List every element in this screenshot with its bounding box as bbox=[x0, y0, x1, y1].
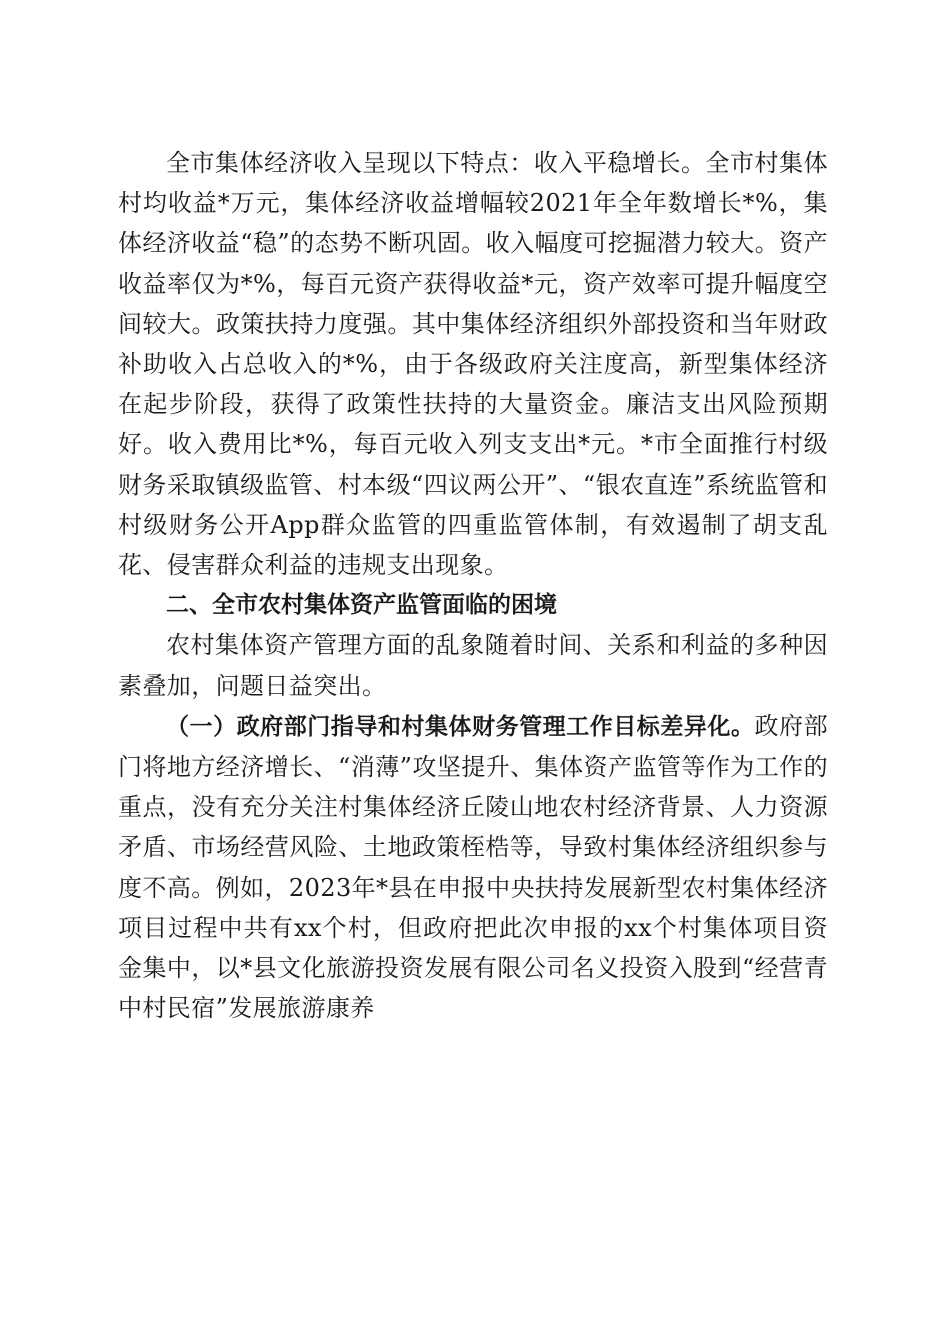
section-heading-difficulties: 二、全市农村集体资产监管面临的困境 bbox=[166, 592, 557, 619]
subsection-one-text: 政府部门将地方经济增长、“消薄”攻坚提升、集体资产监管等作为工作的重点，没有充分关注村集体经济丘陵山地农村经济背景、人力资源矛盾、市场经营风险、土地政策桎梏等，导致村集体经济组织参与度不高。例如，2023年*县在申报中央扶持发展新型农村集体经济项目过程中共有xx个村，但政府把此次申报的xx个村集体项目资金集中，以*县文化旅游投资发展有限公司名义投资入股到“经营青中村民宿”发展旅游康养 bbox=[118, 711, 828, 1023]
paragraph-subsection-one bbox=[118, 706, 828, 1029]
paragraph-income-features: 全市集体经济收入呈现以下特点：收入平稳增长。全市村集体村均收益*万元，集体经济收益增幅较2021年全年数增长*%，集体经济收益“稳”的态势不断巩固。收入幅度可挖掘潜力较大。资产收益率仅为*%，每百元资产获得收益*元，资产效率可提升幅度空间较大。政策扶持力度强。其中集体经济组织外部投资和当年财政补助收入占总收入的*%，由于各级政府关注度高，新型集体经济在起步阶段，获得了政策性扶持的大量资金。廉洁支出风险预期好。收入费用比*%，每百元收入列支支出*元。*市全面推行村级财务采取镇级监管、村本级“四议两公开”、“银农直连”系统监管和村级财务公开App群众监管的四重监管体制，有效遏制了胡支乱花、侵害群众利益的违规支出现象。 bbox=[118, 149, 828, 580]
paragraph-management-chaos: 农村集体资产管理方面的乱象随着时间、关系和利益的多种因素叠加，问题日益突出。 bbox=[118, 631, 828, 700]
document-body bbox=[118, 143, 828, 1028]
subsection-heading-one: （一）政府部门指导和村集体财务管理工作目标差异化。 bbox=[166, 713, 755, 740]
